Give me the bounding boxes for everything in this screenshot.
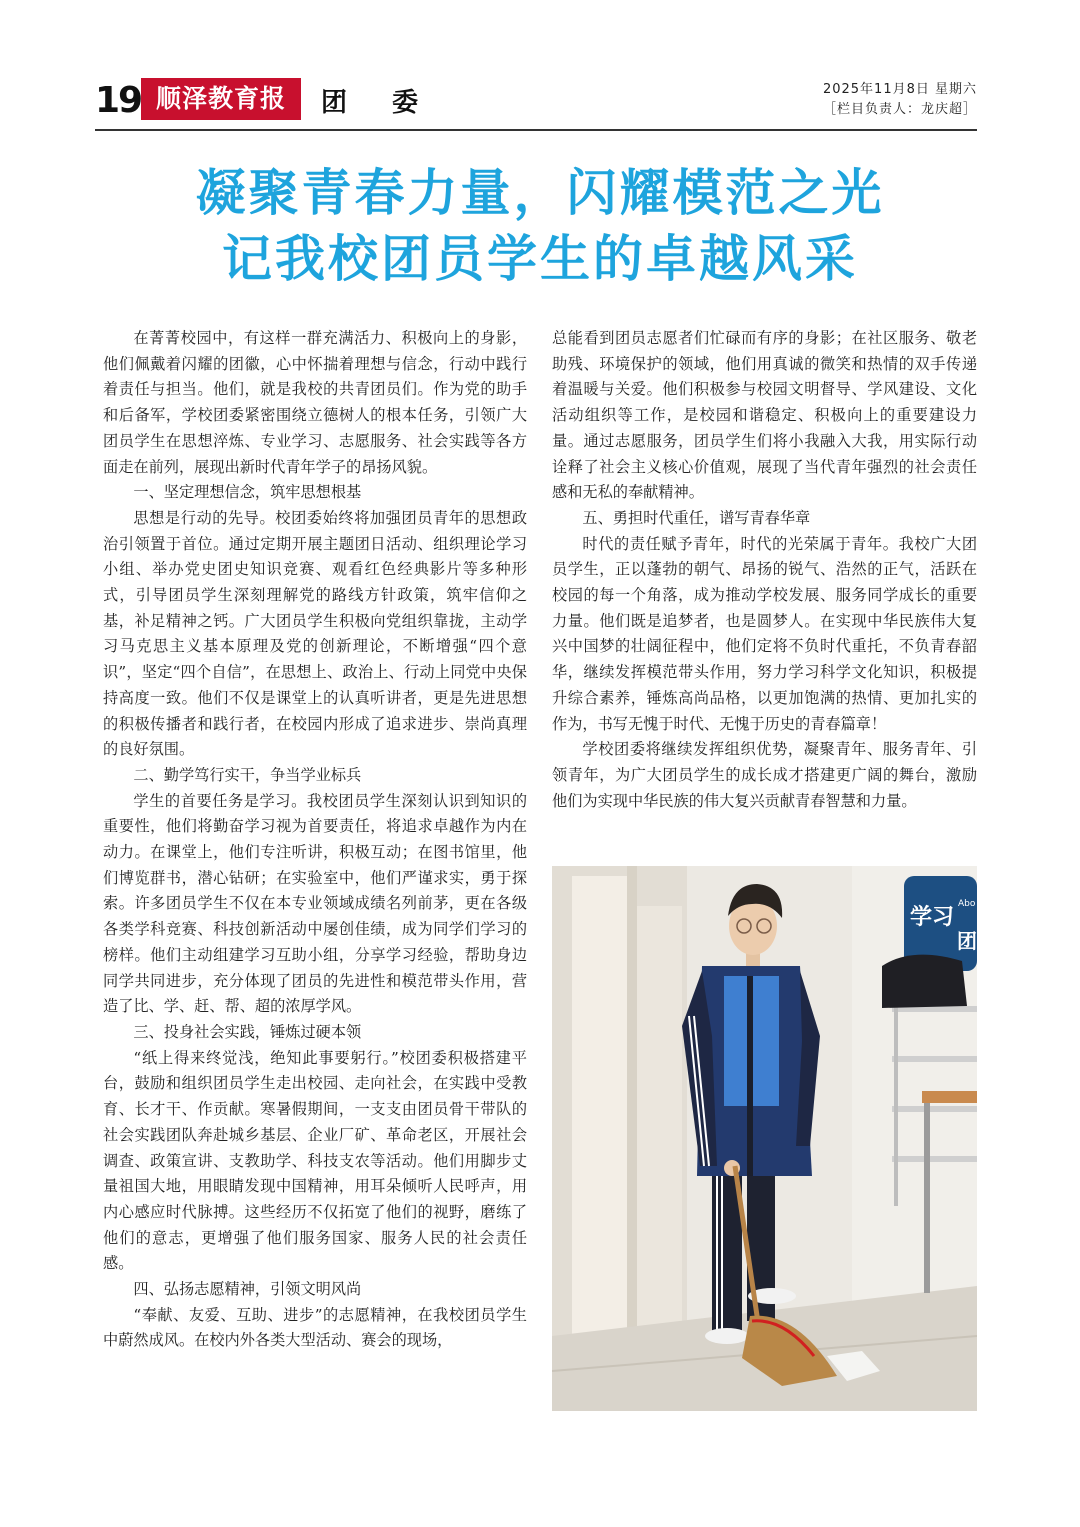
student-sweeping-photo: [552, 866, 977, 1411]
board-char: 团: [957, 929, 977, 953]
paragraph: 总能看到团员志愿者们忙碌而有序的身影；在社区服务、敬老助残、环境保护的领域，他们用真诚的微笑和热情的双手传递着温暖与关爱。他们积极参与校园文明督导、学风建设、文化活动组织等工作，是校园和谐稳定、积极向上的重要建设力量。通过志愿服务，团员学生们将小我融入大我，用实际行动诠释了社会主义核心价值观，展现了当代青年强烈的社会责任感和无私的奉献精神。: [552, 329, 977, 502]
column-editor: ［栏目负责人：龙庆超］: [822, 102, 977, 117]
subheading: 四、弘扬志愿精神，引领文明风尚: [133, 1280, 362, 1299]
issue-date: 2025年11月8日 星期六: [822, 82, 977, 97]
board-text: 学习: [910, 905, 955, 930]
paragraph: 时代的责任赋予青年，时代的光荣属于青年。我校广大团员学生，正以蓬勃的朝气、昂扬的锐气、浩然的正气，活跃在校园的每一个角落，成为推动学校发展、服务同学成长的重要力量。他们既是追梦者，也是圆梦人。在实现中华民族伟大复兴中国梦的壮阔征程中，他们定将不负时代重托，不负青春韶华，继续发挥模范带头作用，努力学习科学文化知识，积极提升综合素养，锤炼高尚品格，以更加饱满的热情、更加扎实的作为，书写无愧于时代、无愧于历史的青春篇章！: [552, 534, 977, 733]
page-header: [95, 78, 977, 130]
article-headline: [60, 160, 1020, 292]
paragraph: 在菁菁校园中，有这样一群充满活力、积极向上的身影，他们佩戴着闪耀的团徽，心中怀揣着理想与信念，行动中践行着责任与担当。他们，就是我校的共青团员们。作为党的助手和后备军，学校团委紧密围绕立德树人的根本任务，引领广大团员学生在思想淬炼、专业学习、志愿服务、社会实践等各方面走在前列，展现出新时代青年学子的昂扬风貌。: [103, 329, 527, 476]
subheading: 五、勇担时代重任，谱写青春华章: [582, 508, 811, 527]
article-column-left: [103, 326, 527, 1354]
newspaper-masthead: 顺泽教育报: [141, 78, 301, 120]
article-column-right: [552, 326, 977, 814]
page-number: 19: [95, 80, 142, 121]
headline-line-2: 记我校团员学生的卓越风采: [222, 229, 858, 288]
article-photo: [552, 866, 977, 1411]
paragraph: 思想是行动的先导。校团委始终将加强团员青年的思想政治引领置于首位。通过定期开展主题团日活动、组织理论学习小组、举办党史团史知识竞赛、观看红色经典影片等多种形式，引导团员学生深刻理解党的路线方针政策，筑牢信仰之基，补足精神之钙。广大团员学生积极向党组织靠拢，主动学习马克思主义基本原理及党的创新理论，不断增强“四个意识”，坚定“四个自信”，在思想上、政治上、行动上同党中央保持高度一致。他们不仅是课堂上的认真听讲者，更是先进思想的积极传播者和践行者，在校园内形成了追求进步、崇尚真理的良好氛围。: [103, 508, 527, 759]
subheading: 三、投身社会实践，锤炼过硬本领: [133, 1022, 362, 1041]
paragraph: 学校团委将继续发挥组织优势，凝聚青年、服务青年、引领青年，为广大团员学生的成长成才搭建更广阔的舞台，激励他们为实现中华民族的伟大复兴贡献青春智慧和力量。: [552, 740, 977, 810]
headline-line-1: 凝聚青春力量，闪耀模范之光: [195, 163, 885, 222]
header-rule: [95, 129, 977, 131]
paragraph: 学生的首要任务是学习。我校团员学生深刻认识到知识的重要性，他们将勤奋学习视为首要责任，将追求卓越作为内在动力。在课堂上，他们专注听讲，积极互动；在图书馆里，他们博览群书，潜心钻研；在实验室中，他们严谨求实，勇于探索。许多团员学生不仅在本专业领域成绩名列前茅，更在各级各类学科竞赛、科技创新活动中屡创佳绩，成为同学们学习的榜样。他们主动组建学习互助小组，分享学习经验，帮助身边同学共同进步，充分体现了团员的先进性和模范带头作用，营造了比、学、赶、帮、超的浓厚学风。: [103, 791, 527, 1016]
board-text-small: Abo: [958, 899, 976, 909]
subheading: 二、勤学笃行实干，争当学业标兵: [133, 765, 362, 784]
paragraph: “纸上得来终觉浅，绝知此事要躬行。”校团委积极搭建平台，鼓励和组织团员学生走出校园、走向社会，在实践中受教育、长才干、作贡献。寒暑假期间，一支支由团员骨干带队的社会实践团队奔赴城乡基层、企业厂矿、革命老区，开展社会调查、政策宣讲、支教助学、科技支农等活动。他们用脚步丈量祖国大地，用眼睛发现中国精神，用耳朵倾听人民呼声，用内心感应时代脉搏。这些经历不仅拓宽了他们的视野，磨练了他们的意志，更增强了他们服务国家、服务人民的社会责任感。: [103, 1048, 527, 1273]
subheading: 一、坚定理想信念，筑牢思想根基: [133, 483, 362, 502]
dateline: [823, 80, 977, 120]
section-title: 团 委: [321, 88, 437, 118]
paragraph: “奉献、友爱、互助、进步”的志愿精神，在我校团员学生中蔚然成风。在校内外各类大型活动、赛会的现场，: [103, 1305, 527, 1350]
